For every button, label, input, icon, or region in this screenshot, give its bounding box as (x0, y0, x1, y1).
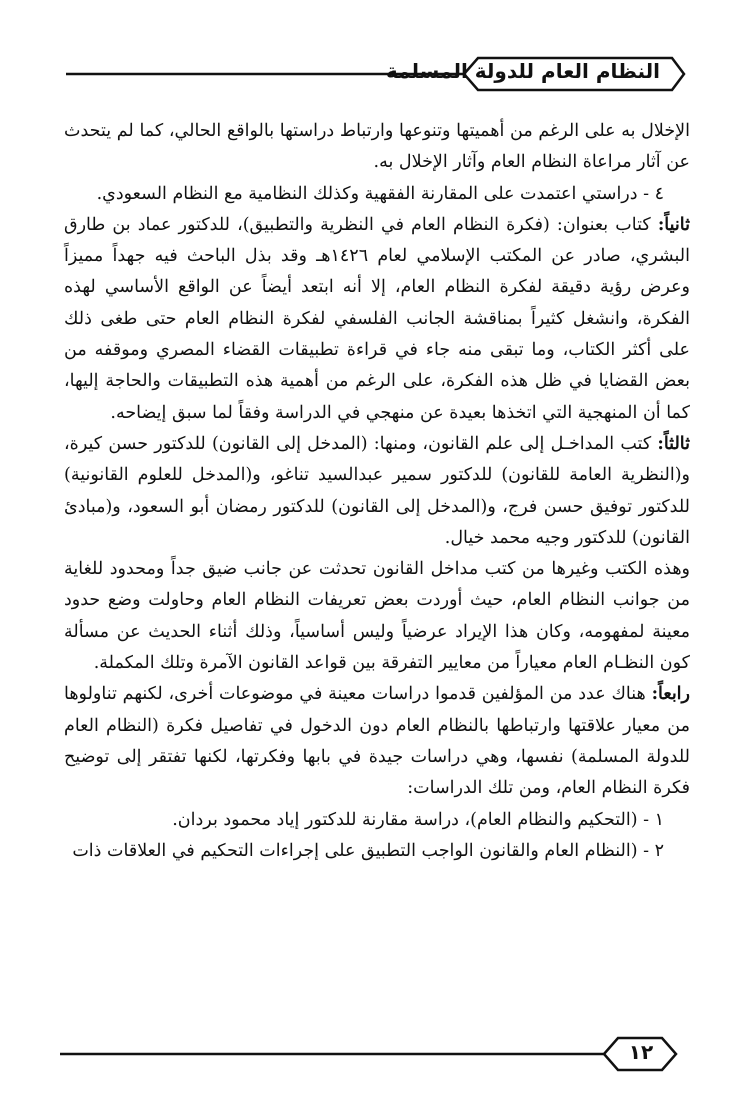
list-item: ١ - (التحكيم والنظام العام)، دراسة مقارنة للدكتور إياد محمود بردان. (172, 809, 664, 830)
section-text: كتب المداخـل إلى علم القانون، ومنها: (المدخل إلى القانون) للدكتور حسن كيرة، و(النظرية العامة للقانون) للدكتور سمير عبدالسيد تناغو، و(المدخل للعلوم القانونية) للدكتور توفيق حسن فرج، و(المدخل إلى القانون) للدكتور رمضان أبو السعود، و(مبادئ القانون) للدكتور وجيه محمد خيال. (64, 433, 690, 548)
page-body (64, 116, 690, 867)
section-text: كتاب بعنوان: (فكرة النظام العام في النظرية والتطبيق)، للدكتور عماد بن طارق البشري، صادر عن المكتب الإسلامي لعام ١٤٢٦هـ وقد بذل الباحث فيه جهداً مميزاً وعرض رؤية دقيقة لفكرة النظام العام، إلا أنه ابتعد أيضاً عن الواقع الأساسي لهذه الفكرة، وانشغل كثيراً بمناقشة الجانب الفلسفي لفكرة النظام العام حتى طغى ذلك على أكثر الكتاب، وما تبقى منه جاء في قراءة تطبيقات القضاء المصري وموقفه من بعض القضايا في ظل هذه الفكرة، على الرغم من أهمية هذه التطبيقات والحاجة إليها، كما أن المنهجية التي اتخذها بعيدة عن منهجي في الدراسة وفقاً لما سبق إيضاحه. (64, 214, 690, 423)
footer-frame (60, 1030, 680, 1078)
section-remark (64, 554, 690, 679)
book-title: النظام العام للدولة المسلمة (385, 59, 660, 83)
section-lead: رابعاً: (651, 684, 690, 705)
section-fourth (64, 679, 690, 804)
section-lead: ثانياً: (657, 214, 690, 235)
section-second (64, 210, 690, 429)
page-number: ١٢ (628, 1040, 654, 1064)
section-text: هناك عدد من المؤلفين قدموا دراسات معينة في موضوعات أخرى، لكنهم تناولوها من معيار علاقتها وارتباطها بالنظام العام دون الدخول في تفاصيل فكرة (النظام العام للدولة المسلمة) نفسها، وهي دراسات جيدة في بابها وفكرتها، لكنها تفتقر إلى توضيح فكرة النظام العام، ومن تلك الدراسات: (64, 684, 690, 799)
section-third (64, 429, 690, 554)
section-lead: ثالثاً: (657, 433, 690, 454)
list-item: ٢ - (النظام العام والقانون الواجب التطبيق على إجراءات التحكيم في العلاقات ذات (72, 840, 664, 861)
paragraph: ٤ - دراستي اعتمدت على المقارنة الفقهية وكذلك النظامية مع النظام السعودي. (96, 183, 664, 204)
section-text: وهذه الكتب وغيرها من كتب مداخل القانون تحدثت عن جانب ضيق جداً ومحدود للغاية من جوانب النظام العام، حيث أوردت بعض تعريفات النظام العام وحاولت وضع حدود معينة لمفهومه، وكان هذا الإيراد عرضياً وليس أساسياً، وذلك أثناء الحديث عن مسألة كون النظـام العام معياراً من معايير التفرقة بين قواعد القانون الآمرة وتلك المكملة. (64, 559, 690, 674)
running-header (66, 52, 686, 96)
page-footer (60, 1030, 680, 1078)
paragraph: الإخلال به على الرغم من أهميتها وتنوعها وارتباط دراستها بالواقع الحالي، كما لم يتحدث عن آثار مراعاة النظام العام وآثار الإخلال به. (64, 121, 690, 173)
